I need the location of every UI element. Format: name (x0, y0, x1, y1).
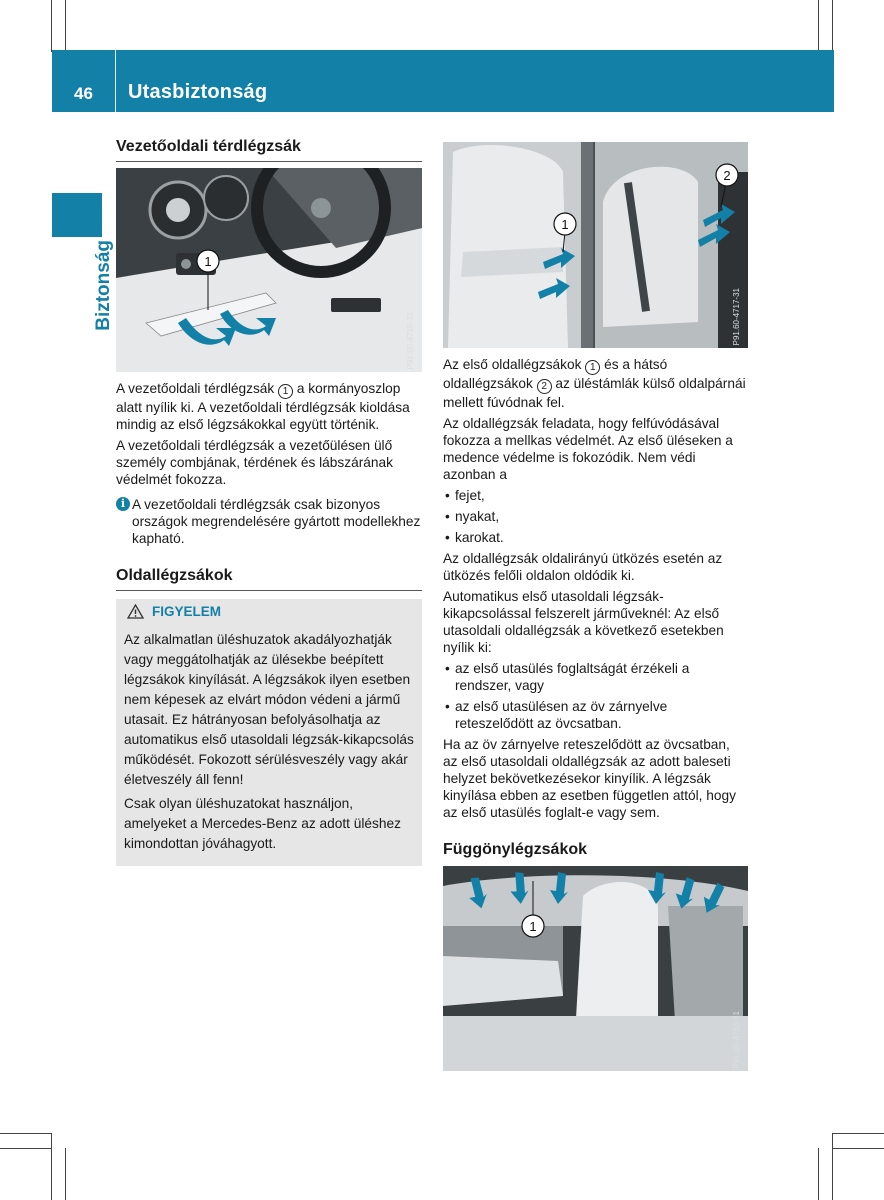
crop-mark (0, 1133, 52, 1134)
crop-mark (65, 1148, 66, 1200)
figure-callout: 1 (561, 217, 569, 232)
page-title: Utasbiztonság (128, 81, 268, 103)
section-tab-marker (52, 193, 102, 237)
info-icon: i (116, 497, 130, 511)
warning-text: Csak olyan üléshuzatokat használjon, amelyeket a Mercedes-Benz az adott üléshez kimondottan jóváhagyott. (124, 796, 401, 851)
figure-code: P91.60-4716-31 (406, 311, 415, 369)
list-item: • az első utasülés foglaltságát érzékeli a rendszer, vagy (443, 660, 748, 694)
crop-mark (832, 1133, 884, 1134)
crop-mark (832, 1148, 884, 1149)
crop-mark (65, 0, 66, 52)
side-airbag-paragraph: Az első oldallégzsákok 1 és a hátsó oldallégzsákok 2 az üléstámlák külső oldalpárnái mellett fúvódnak fel. (443, 357, 746, 410)
side-airbag-paragraph: Automatikus első utasoldali légzsák-kikapcsolással felszerelt járműveknél: Az első utasoldali oldallégzsák a következő esetekben nyílik ki: (443, 589, 724, 655)
knee-airbag-heading: Vezetőoldali térdlégzsák (116, 138, 422, 162)
crop-mark (832, 1133, 833, 1200)
side-airbag-paragraph: Ha az öv zárnyelve reteszelődött az övcsatban, az első utasoldali oldallégzsák az adott baleseti helyzet bekövetkezésekor kinyílik. A légzsák kinyílása ebben az esetben független attól, hogy az első utasülés foglalt-e vagy sem. (443, 737, 736, 820)
crop-mark (51, 0, 52, 52)
curtain-airbag-heading: Függönylégzsákok (443, 841, 588, 858)
figure-code: P91.60-4718-31 (732, 1010, 741, 1068)
left-column (116, 138, 422, 866)
warning-box (116, 599, 422, 866)
crop-mark (818, 1148, 819, 1200)
figure-code: P91.60-4717-31 (732, 287, 741, 345)
bullet-list (443, 487, 748, 546)
side-airbag-paragraph: Az oldallégzsák feladata, hogy felfúvódásával fokozza a mellkas védelmét. Az első üléseken a medence védelme is fokozódik. Nem védi azonban a (443, 416, 733, 482)
crop-mark (0, 1148, 52, 1149)
knee-airbag-paragraph: A vezetőoldali térdlégzsák 1 a kormányoszlop alatt nyílik ki. A vezetőoldali térdlégzsák kioldása mindig az első légzsákokkal együtt történik. (116, 381, 410, 432)
crop-mark (51, 1133, 52, 1200)
page-number: 46 (74, 84, 93, 103)
warning-triangle-icon (127, 604, 144, 619)
page-header (52, 50, 834, 112)
knee-airbag-figure (116, 168, 422, 372)
bullet-list (443, 660, 748, 732)
list-item: • nyakat, (443, 508, 748, 525)
figure-callout: 1 (529, 919, 537, 934)
list-item: • karokat. (443, 529, 748, 546)
section-tab-label: Biztonság (93, 240, 114, 331)
list-item: • fejet, (443, 487, 748, 504)
knee-airbag-paragraph: A vezetőoldali térdlégzsák a vezetőülésen ülő személy combjának, térdének és lábszárának védelmét fokozza. (116, 438, 393, 487)
figure-callout: 2 (723, 168, 731, 183)
knee-airbag-illustration (116, 168, 422, 372)
callout-number: 1 (278, 384, 293, 399)
crop-mark (818, 0, 819, 52)
figure-callout: 1 (204, 254, 212, 269)
callout-number: 2 (537, 379, 552, 394)
header-divider (115, 50, 116, 112)
side-airbag-illustration (443, 142, 748, 348)
side-airbag-heading: Oldallégzsákok (116, 567, 422, 591)
warning-title: FIGYELEM (124, 603, 414, 620)
list-item: • az első utasülésen az öv zárnyelve reteszelődött az övcsatban. (443, 698, 748, 732)
crop-mark (832, 0, 833, 52)
info-note (116, 496, 422, 547)
warning-text: Az alkalmatlan üléshuzatok akadályozhatják vagy meggátolhatják az ülésekbe beépített légzsákok kinyílását. A légzsákok ilyen esetben nem képesek az elvárt módon védeni a jármű utasait. Ez hátrányosan befolyásolhatja az automatikus első utasoldali légzsák-kikapcsolás működését. Fokozott sérülésveszély vagy akár életveszély áll fenn! (124, 632, 414, 787)
callout-number: 1 (585, 360, 600, 375)
side-airbag-paragraph: Az oldallégzsák oldalirányú ütközés esetén az ütközés felőli oldalon oldódik ki. (443, 551, 723, 583)
curtain-airbag-illustration (443, 866, 748, 1071)
info-text: A vezetőoldali térdlégzsák csak bizonyos országok megrendelésére gyártott modellekhez kapható. (132, 497, 421, 546)
right-column (443, 142, 748, 1071)
curtain-airbag-figure (443, 866, 748, 1071)
side-airbag-figure (443, 142, 748, 348)
